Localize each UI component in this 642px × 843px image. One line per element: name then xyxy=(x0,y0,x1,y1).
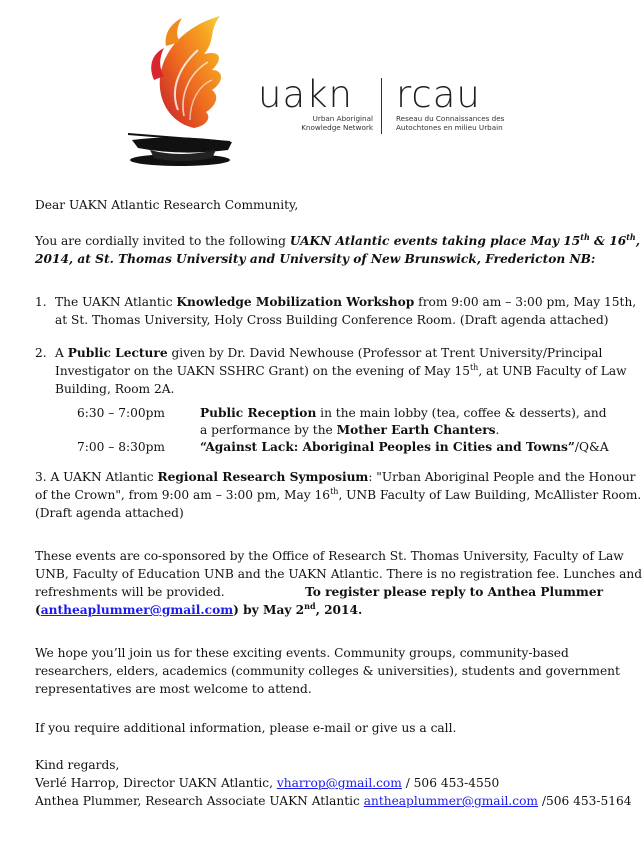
uakn-feather-logo xyxy=(120,10,250,170)
harrop-email-link[interactable]: vharrop@gmail.com xyxy=(276,776,402,790)
schedule-desc-1-line-2: a performance by the Mother Earth Chanters. xyxy=(200,423,500,437)
logo-wordmark-fr: rcau xyxy=(396,73,481,116)
logo-divider xyxy=(381,78,382,134)
logo-subtitle-en: Urban Aboriginal Knowledge Network xyxy=(301,114,373,132)
signature-harrop: Verlé Harrop, Director UAKN Atlantic, vharrop@gmail.com / 506 453-4550 xyxy=(35,776,500,790)
schedule-time-2: 7:00 – 8:30pm xyxy=(77,440,165,454)
closing: Kind regards, xyxy=(35,758,120,772)
sponsor-line-3: refreshments will be provided. To register please reply to Anthea Plummer xyxy=(35,585,603,599)
logo-wordmark-en: uakn xyxy=(258,73,354,116)
item2-line-2: Investigator on the UAKN SSHRC Grant) on the evening of May 15th, at UNB Faculty of Law xyxy=(55,362,627,378)
sponsor-line-1: These events are co-sponsored by the Office of Research St. Thomas University, Faculty of Law xyxy=(35,549,624,563)
schedule-desc-1-line-1: Public Reception in the main lobby (tea, coffee & desserts), and xyxy=(200,406,607,420)
item2-line-3: Building, Room 2A. xyxy=(55,382,175,396)
item2-number: 2. xyxy=(35,346,47,360)
schedule-desc-2: “Against Lack: Aboriginal Peoples in Cities and Towns”/Q&A xyxy=(200,440,609,454)
sponsor-line-2: UNB, Faculty of Education UNB and the UAKN Atlantic. There is no registration fee. Lunches and xyxy=(35,567,642,581)
register-email-link[interactable]: antheaplummer@gmail.com xyxy=(40,603,234,617)
item1-line-2: at St. Thomas University, Holy Cross Building Conference Room. (Draft agenda attached) xyxy=(55,313,609,327)
intro-line-2: 2014, at St. Thomas University and University of New Brunswick, Fredericton NB: xyxy=(35,252,596,266)
logo-subtitle-fr: Reseau du Connaissances des Autochtones en milieu Urbain xyxy=(396,114,505,132)
item3-line-2: of the Crown", from 9:00 am – 3:00 pm, May 16th, UNB Faculty of Law Building, McAllister Room. xyxy=(35,486,642,502)
plummer-email-link[interactable]: antheaplummer@gmail.com xyxy=(363,794,538,808)
schedule-time-1: 6:30 – 7:00pm xyxy=(77,406,165,420)
contact-note: If you require additional information, please e-mail or give us a call. xyxy=(35,721,457,735)
item2-line-1: A Public Lecture given by Dr. David Newhouse (Professor at Trent University/Principal xyxy=(55,346,603,360)
salutation: Dear UAKN Atlantic Research Community, xyxy=(35,198,299,212)
intro-line-1: You are cordially invited to the following UAKN Atlantic events taking place May 15th & 16th, xyxy=(35,231,640,248)
item3-line-3: (Draft agenda attached) xyxy=(35,506,184,520)
hope-line-1: We hope you’ll join us for these exciting events. Community groups, community-based xyxy=(35,646,569,660)
sponsor-line-4: (antheaplummer@gmail.com) by May 2nd, 2014. xyxy=(35,600,363,617)
signature-plummer: Anthea Plummer, Research Associate UAKN Atlantic antheaplummer@gmail.com /506 453-5164 xyxy=(35,794,632,808)
hope-line-3: representatives are most welcome to attend. xyxy=(35,682,312,696)
hope-line-2: researchers, elders, academics (community colleges & universities), students and government xyxy=(35,664,620,678)
item1-number: 1. xyxy=(35,295,47,309)
item1-line-1: The UAKN Atlantic Knowledge Mobilization Workshop from 9:00 am – 3:00 pm, May 15th, xyxy=(55,295,637,309)
item3-line-1: 3. A UAKN Atlantic Regional Research Symposium: "Urban Aboriginal People and the Honour xyxy=(35,470,636,484)
